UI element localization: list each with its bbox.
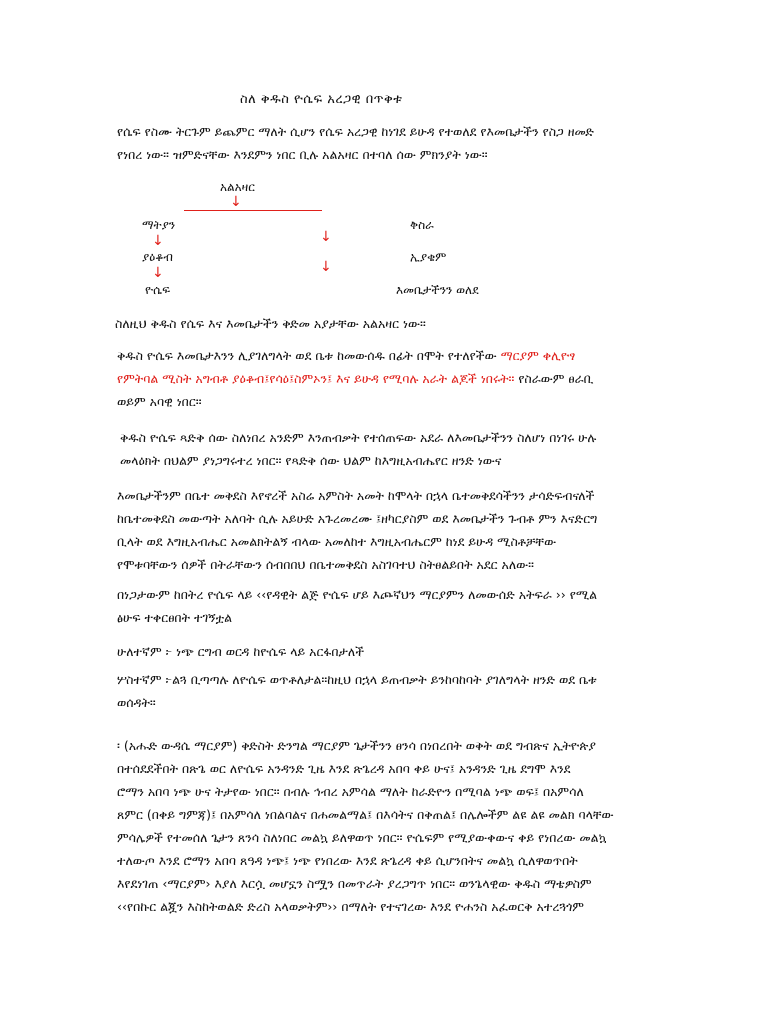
text-line: ፅሁፍ ተቀርፀበት ተገኝቷል <box>117 610 233 625</box>
text-line: ቅዱስ ዮሴፍ ጻድቅ ሰው ስለነበረ አንድም እንጠብቃት የተሰጠፍው አደራ ለእመቤታችንን ስለሆነ በነገሩ ሁሉ <box>120 430 597 445</box>
text-line: እየደነገጠ ‹ማርያም› እያለ እርሷ መሆኗን ስሟን በመጥራት ያረጋግጥ ነበር። ወንጌላዊው ቅዱስ ማቴዎስም <box>117 876 592 891</box>
text-line: ሮማን አበባ ነጭ ሁና ትታየው ነበር። በብሉ ኅብረ አምሳል ማለት ከራድዮን በሚባል ነጭ ወፍ፤ በአምሳለ <box>117 784 584 799</box>
text-line: እመቤታችንም በቤተ መቅደስ እየኖረች አስሬ አምስት አመት ከሞላት በኋላ ቤተመቅደሳችንን ታሳድፍብናለች <box>117 488 595 503</box>
arrow-down-icon: ↓ <box>320 229 332 245</box>
text-line: የሞቱባቸውን ሰዎች በትራቸውን ሰብበበህ በቤተመቅደስ አስገባተህ ስትፀልይበት አደር አለው። <box>117 557 535 572</box>
text-line: ምሳሌዎች የተመሰለ ጌታን ጸንሳ ስለነበር መልኳ ይለዋወጥ ነበር። ዮሴፍም የሚያውቀውና ቀይ የነበረው መልኳ <box>117 830 607 845</box>
body-paragraph <box>117 734 657 918</box>
text-line: የሴፍ የስሙ ትርጉም ይጨምር ማለት ሲሆን የሴፍ አረጋዊ ከነገደ ይሁዳ የተወለደ የእመቤታችን የስጋ ዘመድ <box>117 124 594 139</box>
text-line: ከቤተመቅደስ መውጣት አለባት ሲሉ አይሁድ አጉረመረሙ ፤ዘካርያስም ወደ እመቤታችን ጉብቶ ምን እናድርግ <box>117 511 598 526</box>
arrow-down-icon: ↓ <box>320 259 332 275</box>
genealogy-left-2: ያዕቆብ <box>142 250 173 264</box>
summary-paragraph <box>115 312 655 335</box>
text-line: ቢላት ወደ እግዚአብሔር አመልክትልኝ ብላው አመለከተ እግዚአብሔርም ከነደ ይሁዳ ሚስቶቻቸው <box>117 534 557 549</box>
text-span: የስራውም ፀራቢ <box>514 371 594 386</box>
genealogy-right-2: ኢያቄም <box>410 250 447 264</box>
text-span: ቅዱስ ዮሴፍ እመቤታእንን ሊያገለግላት ወደ ቤቱ ከመውሰዱ በፊት በሞት የተለየችው <box>117 348 501 363</box>
text-line: ፡ (አሑድ ውዳሴ ማርያም) ቅድስት ድንግል ማርያም ጌታችንን ፀንሳ በነበረበት ወቅት ወደ ግብጽና ኢትዮጵያ <box>117 738 596 753</box>
page-title: ስለ ቅዱስ ዮሴፍ አረጋዊ በጥቅቱ <box>240 92 403 107</box>
genealogy-root: አልአዛር <box>220 180 255 194</box>
body-paragraph <box>120 426 660 472</box>
genealogy-left-3: ዮሴፍ <box>145 283 170 297</box>
body-paragraph <box>117 640 657 663</box>
text-line <box>117 344 657 367</box>
body-paragraph <box>117 583 657 629</box>
text-line: ሁለተኛም ፦ ነጭ ርግብ ወርዳ ከዮሴፍ ላይ አርፋበታለች <box>117 644 365 659</box>
family-paragraph <box>117 344 657 413</box>
genealogy-branch-line <box>184 210 322 211</box>
highlighted-text: ማርያም ቀሊዮፃ <box>500 348 576 363</box>
genealogy-right-3: እመቤታችንን ወለደ <box>396 283 479 297</box>
text-line: ወይም አባዊ ነበር። <box>117 394 202 409</box>
intro-paragraph <box>117 120 657 166</box>
text-line: ወሰዳት። <box>117 695 156 710</box>
text-line: በነጋታውም ከበትረ ዮሴፍ ላይ ‹‹የዳዊት ልጅ ዮሴፍ ሆይ እጮኛህን ማርያምን ለመውሰድ አትፍራ ›› የሚል <box>117 587 598 602</box>
highlighted-text: የምትባል ሚስት አግብቶ ያዕቆብ፤የሳዕ፤ስምኦን፤ እና ይሁዳ የሚባሉ አራት ልጆች ነበሩት። <box>117 371 515 386</box>
text-line: ‹‹የበኩር ልጇን እስከትወልድ ድረስ አላወቃትም›› በማለት የተናገረው እንደ ዮሐንስ አፈወርቅ አተረጓጎም <box>117 899 584 914</box>
text-line: ሦስተኛም ፦ልጓ ቢጣጣሉ ለዮሴፍ ወጥቶለታል።ከዚህ በኋላ ይጠብቃት ይንከባከባት ያገለግላት ዘንድ ወደ ቤቱ <box>117 672 597 687</box>
arrow-down-icon: ↓ <box>152 233 164 249</box>
body-paragraph <box>117 668 657 714</box>
text-line: ተለውጦ እንደ ሮማን አበባ ጸዓዳ ነጭ፤ ነጭ የነበረው እንደ ጽጌረዳ ቀይ ሲሆንበትና መልኳ ሲለዋወጥበት <box>117 853 578 868</box>
text-line: መላዕክት በህልም ያነጋግሩተረ ነበር። የጻድቅ ሰው ህልም ከእግዚአብሔየር ዘንድ ነውና <box>120 453 502 468</box>
arrow-down-icon: ↓ <box>230 194 242 210</box>
text-line <box>117 367 657 390</box>
body-paragraph <box>117 484 657 576</box>
arrow-down-icon: ↓ <box>152 265 164 281</box>
text-line: ጸምር (በቀይ ግምጃ)፤ በአምሳለ ነበልባልና በሐመልማል፤ በእሳትና በቅጠል፤ በሌሎችም ልዩ ልዩ መልክ ባላቸው <box>117 807 614 822</box>
text-line: በተሰደደችበት በጽጌ ወር ለዮሴፍ አንዳንድ ጊዜ እንደ ጽጌረዳ አበባ ቀይ ሁና፤ አንዳንድ ጊዜ ደግሞ እንደ <box>117 761 571 776</box>
genealogy-left-1: ማትያን <box>142 218 176 232</box>
text-line: የነበረ ነው። ዝምድናቸው እንደምን ነበር ቢሉ አልአዛር በተባለ ሰው ምክንያት ነው። <box>117 147 488 162</box>
text-line: ስለዚህ ቅዱስ የሴፍ እና እመቤታችን ቅድመ አያታቸው አልአዛር ነው። <box>115 316 426 331</box>
genealogy-right-1: ቅስራ <box>410 218 434 232</box>
